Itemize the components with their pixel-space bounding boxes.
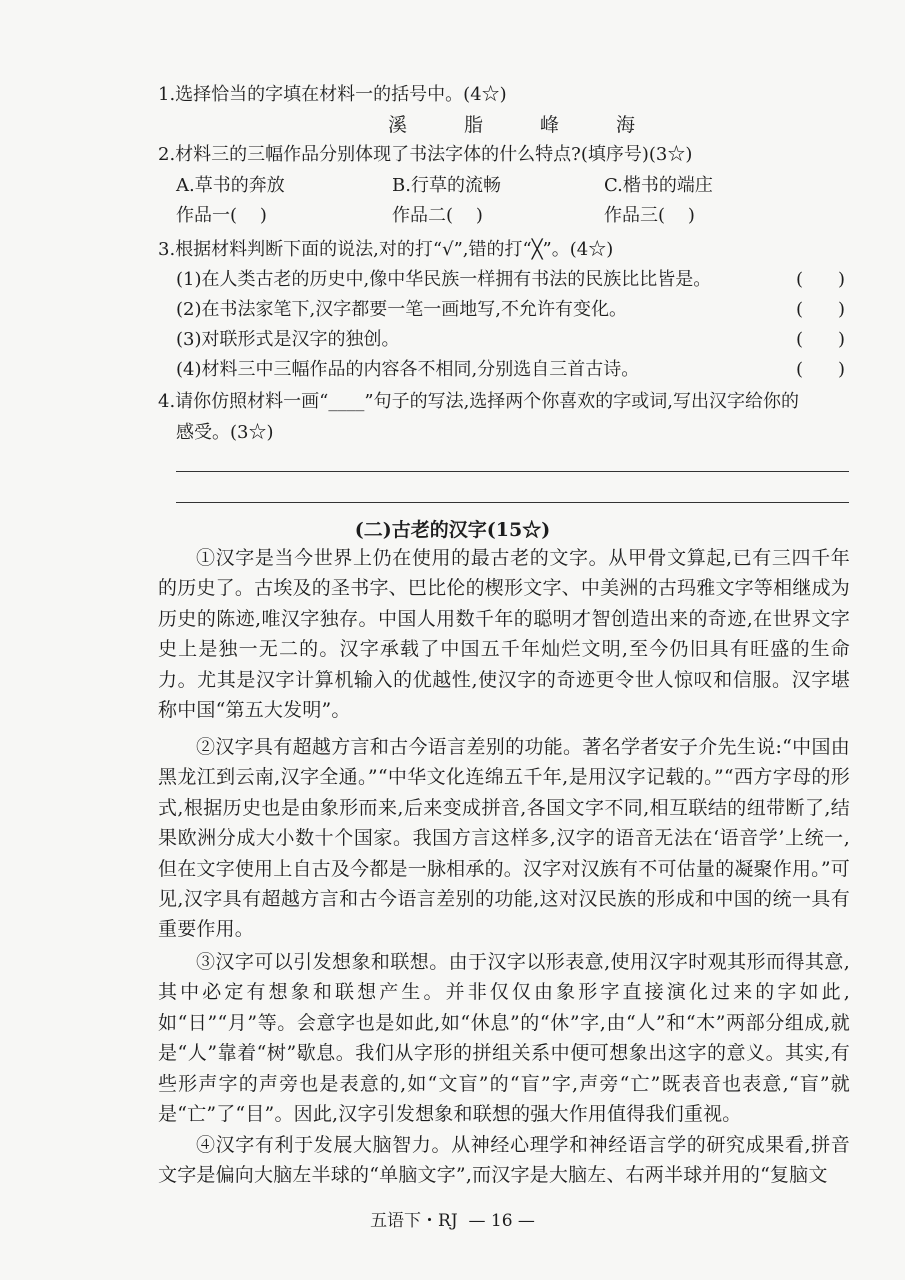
- q3-item-4-answer-open[interactable]: (: [796, 359, 804, 380]
- q3-item-3: (3)对联形式是汉字的独创。: [176, 329, 400, 350]
- q3-prompt: 3.根据材料判断下面的说法,对的打“√”,错的打“╳”。(4☆): [158, 239, 614, 260]
- page-footer: 五语下・RJ — 16 —: [370, 1211, 535, 1231]
- q3-item-3-answer-close: ): [838, 329, 846, 350]
- q3-item-4-answer-close: ): [838, 359, 846, 380]
- paragraph-3: ③汉字可以引发想象和联想。由于汉字以形表意,使用汉字时观其形而得其意,其中必定有想象和联想产生。并非仅仅由象形字直接演化过来的字如此,如“日”“月”等。会意字也是如此,如“休息”的“休”字,由“人”和“木”两部分组成,就是“人”靠着“树”歇息。我们从字形的拼组关系中便可想象出这字的意义。其实,有些形声字的声旁也是表意的,如“文盲”的“盲”字,声旁“亡”既表音也表意,“盲”就是“亡”了“目”。因此,汉字引发想象和联想的强大作用值得我们重视。: [158, 951, 850, 1126]
- q3-item-1-answer-open[interactable]: (: [796, 269, 804, 290]
- q3-item-1-answer-close: ): [838, 269, 846, 290]
- q3-item-2-answer-open[interactable]: (: [796, 299, 804, 320]
- q3-item-3-answer-open[interactable]: (: [796, 329, 804, 350]
- q4-answer-line-1[interactable]: [176, 471, 849, 472]
- q3-item-2-answer-close: ): [838, 299, 846, 320]
- q2-option-c: C.楷书的端庄: [604, 175, 713, 196]
- paragraph-2: ②汉字具有超越方言和古今语言差别的功能。著名学者安子介先生说:“中国由黑龙江到云南,汉字全通。”“中华文化连绵五千年,是用汉字记载的。”“西方字母的形式,根据历史也是由象形而来,后来变成拼音,各国文字不同,相互联结的纽带断了,结果欧洲分成大小数十个国家。我国方言这样多,汉字的语音无法在‘语音学’上统一,但在文字使用上自古及今都是一脉相承的。汉字对汉族有不可估量的凝聚作用。”可见,汉字具有超越方言和古今语言差别的功能,这对汉民族的形成和中国的统一具有重要作用。: [158, 736, 850, 941]
- q4-prompt-line1: 4.请你仿照材料一画“____”句子的写法,选择两个你喜欢的字或词,写出汉字给你的: [158, 391, 800, 412]
- q1-char-2: 脂: [464, 114, 484, 136]
- q1-char-4: 海: [616, 114, 636, 136]
- q2-work-1[interactable]: 作品一( ): [176, 205, 267, 226]
- q1-char-1: 溪: [388, 114, 408, 136]
- q1-prompt: 1.选择恰当的字填在材料一的括号中。(4☆): [158, 84, 507, 105]
- q4-prompt-line2: 感受。(3☆): [176, 422, 274, 443]
- section-title: (二)古老的汉字(15☆): [354, 519, 551, 541]
- q2-option-b: B.行草的流畅: [392, 175, 501, 196]
- q4-answer-line-2[interactable]: [176, 502, 849, 503]
- q2-work-3[interactable]: 作品三( ): [604, 205, 695, 226]
- q3-item-4: (4)材料三中三幅作品的内容各不相同,分别选自三首古诗。: [176, 359, 640, 380]
- q1-char-3: 峰: [540, 114, 560, 136]
- q2-work-2[interactable]: 作品二( ): [392, 205, 483, 226]
- q2-option-a: A.草书的奔放: [176, 175, 285, 196]
- q3-item-1: (1)在人类古老的历史中,像中华民族一样拥有书法的民族比比皆是。: [176, 269, 712, 290]
- q3-item-2: (2)在书法家笔下,汉字都要一笔一画地写,不允许有变化。: [176, 299, 627, 320]
- q2-prompt: 2.材料三的三幅作品分别体现了书法字体的什么特点?(填序号)(3☆): [158, 144, 693, 165]
- paragraph-1: ①汉字是当今世界上仍在使用的最古老的文字。从甲骨文算起,已有三四千年的历史了。古埃及的圣书字、巴比伦的楔形文字、中美洲的古玛雅文字等相继成为历史的陈迹,唯汉字独存。中国人用数千年的聪明才智创造出来的奇迹,在世界文字史上是独一无二的。汉字承载了中国五千年灿烂文明,至今仍旧具有旺盛的生命力。尤其是汉字计算机输入的优越性,使汉字的奇迹更令世人惊叹和信服。汉字堪称中国“第五大发明”。: [158, 547, 850, 722]
- paragraph-4: ④汉字有利于发展大脑智力。从神经心理学和神经语言学的研究成果看,拼音文字是偏向大脑左半球的“单脑文字”,而汉字是大脑左、右两半球并用的“复脑文: [158, 1134, 850, 1187]
